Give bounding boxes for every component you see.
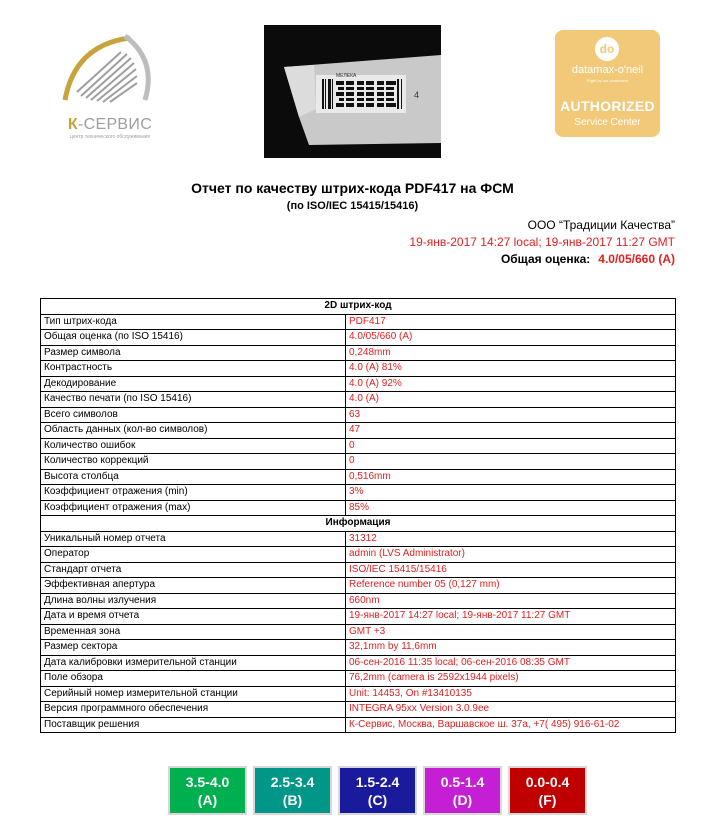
k-service-tagline: центр технического обслуживания — [70, 134, 150, 140]
row-label: Уникальный номер отчета — [41, 531, 346, 547]
row-label: Временная зона — [41, 624, 346, 640]
table-row — [41, 392, 676, 408]
row-value: 47 — [346, 423, 676, 439]
grade-legend-box — [338, 766, 417, 815]
table-row — [41, 361, 676, 377]
grade-range: 2.5-3.4 — [270, 774, 315, 790]
table-row — [41, 454, 676, 470]
row-label: Тип штрих-кода — [41, 314, 346, 330]
row-label: Дата калибровки измерительной станции — [41, 655, 346, 671]
badge-authorized: AUTHORIZED — [560, 98, 655, 114]
grade-letter: (B) — [282, 792, 303, 808]
row-label: Всего символов — [41, 407, 346, 423]
report-title: Отчет по качеству штрих-кода PDF417 на ФСМ — [191, 180, 514, 196]
grade-legend-box — [508, 766, 587, 815]
table-row — [41, 330, 676, 346]
table-row — [41, 624, 676, 640]
badge-brand: datamax-o'neil — [571, 64, 644, 76]
grade-legend-box — [168, 766, 247, 815]
table-row — [41, 500, 676, 516]
grade-letter: (C) — [367, 792, 388, 808]
row-label: Высота столбца — [41, 469, 346, 485]
table-row — [41, 578, 676, 594]
table-row — [41, 345, 676, 361]
row-value: PDF417 — [346, 314, 676, 330]
row-label: Качество печати (по ISO 15416) — [41, 392, 346, 408]
row-label: Коэффициент отражения (max) — [41, 500, 346, 516]
row-value: GMT +3 — [346, 624, 676, 640]
row-label: Коэффициент отражения (min) — [41, 485, 346, 501]
table-row — [41, 702, 676, 718]
row-label: Поставщик решения — [41, 717, 346, 733]
overall-grade-value: 4.0/05/660 (A) — [598, 252, 675, 266]
quality-report-table — [40, 298, 676, 733]
section-title: 2D штрих-код — [41, 299, 676, 315]
row-value: admin (LVS Administrator) — [346, 547, 676, 563]
row-label: Поле обзора — [41, 671, 346, 687]
table-row — [41, 686, 676, 702]
grade-legend-box — [253, 766, 332, 815]
table-row — [41, 438, 676, 454]
row-label: Контрастность — [41, 361, 346, 377]
company-name: ООО “Традиции Качества” — [527, 218, 675, 232]
row-label: Версия программного обеспечения — [41, 702, 346, 718]
row-value: 85% — [346, 500, 676, 516]
row-value: 0 — [346, 438, 676, 454]
row-label: Декодирование — [41, 376, 346, 392]
grade-letter: (F) — [538, 792, 557, 808]
row-value: 32,1mm by 11,6mm — [346, 640, 676, 656]
section-title: Информация — [41, 516, 676, 532]
badge-service-center: Service Center — [574, 117, 641, 128]
row-label: Количество ошибок — [41, 438, 346, 454]
grade-range: 0.0-0.4 — [525, 774, 570, 790]
row-label: Длина волны излучения — [41, 593, 346, 609]
badge-slogan: Right by our customers — [586, 78, 629, 83]
section-header-row — [41, 299, 676, 315]
table-row — [41, 423, 676, 439]
table-row — [41, 469, 676, 485]
grade-range: 3.5-4.0 — [185, 774, 230, 790]
row-value: 4.0 (A) — [346, 392, 676, 408]
grade-letter: (A) — [197, 792, 218, 808]
row-value: 4.0 (A) 81% — [346, 361, 676, 377]
table-row — [41, 717, 676, 733]
table-row — [41, 671, 676, 687]
row-label: Размер символа — [41, 345, 346, 361]
row-label: Размер сектора — [41, 640, 346, 656]
row-value: 4.0/05/660 (A) — [346, 330, 676, 346]
row-value: 4.0 (A) 92% — [346, 376, 676, 392]
row-value: 0,516mm — [346, 469, 676, 485]
svg-text:4: 4 — [414, 90, 420, 100]
overall-grade-label: Общая оценка: — [500, 252, 591, 266]
table-row — [41, 609, 676, 625]
grade-legend-box — [423, 766, 502, 815]
row-value: 660nm — [346, 593, 676, 609]
row-label: Оператор — [41, 547, 346, 563]
row-value: Reference number 05 (0,127 mm) — [346, 578, 676, 594]
section-header-row — [41, 516, 676, 532]
row-label: Стандарт отчета — [41, 562, 346, 578]
row-value: 76,2mm (camera is 2592x1944 pixels) — [346, 671, 676, 687]
row-value: ISO/IEC 15415/15416 — [346, 562, 676, 578]
row-value: 0 — [346, 454, 676, 470]
row-value: 63 — [346, 407, 676, 423]
report-datetime: 19-янв-2017 14:27 local; 19-янв-2017 11:27 GMT — [409, 235, 675, 249]
table-row — [41, 407, 676, 423]
k-service-logo — [55, 30, 165, 142]
table-row — [41, 562, 676, 578]
grade-letter: (D) — [452, 792, 473, 808]
row-label: Серийный номер измерительной станции — [41, 686, 346, 702]
row-value: К-Сервис, Москва, Варшавское ш. 37а, +7( 495) 916-61-02 — [346, 717, 676, 733]
row-label: Общая оценка (по ISO 15416) — [41, 330, 346, 346]
row-value: 31312 — [346, 531, 676, 547]
barcode-sample-photo — [264, 25, 441, 158]
overall-grade — [501, 252, 675, 266]
k-service-emblem-icon — [55, 30, 165, 120]
table-row — [41, 485, 676, 501]
table-row — [41, 640, 676, 656]
row-value: Unit: 14453, On #13410135 — [346, 686, 676, 702]
table-row — [41, 314, 676, 330]
table-row — [41, 593, 676, 609]
report-subtitle: (по ISO/IEC 15415/15416) — [286, 200, 419, 212]
table-row — [41, 376, 676, 392]
row-value: INTEGRA 95xx Version 3.0.9ee — [346, 702, 676, 718]
row-label: Количество коррекций — [41, 454, 346, 470]
k-service-brand-text: К-СЕРВИС — [67, 116, 153, 133]
row-value: 06-сен-2016 11:35 local; 06-сен-2016 08:35 GMT — [346, 655, 676, 671]
svg-text:МЕЛЕКА: МЕЛЕКА — [336, 73, 357, 79]
row-label: Дата и время отчета — [41, 609, 346, 625]
row-value: 19-янв-2017 14:27 local; 19-янв-2017 11:27 GMT — [346, 609, 676, 625]
grade-range: 0.5-1.4 — [440, 774, 485, 790]
row-value: 3% — [346, 485, 676, 501]
datamax-authorized-badge — [555, 30, 660, 137]
grade-range: 1.5-2.4 — [355, 774, 400, 790]
table-row — [41, 531, 676, 547]
row-label: Область данных (кол-во символов) — [41, 423, 346, 439]
table-row — [41, 655, 676, 671]
row-label: Эффективная апертура — [41, 578, 346, 594]
datamax-logo-icon: do — [595, 37, 619, 61]
table-row — [41, 547, 676, 563]
row-value: 0,248mm — [346, 345, 676, 361]
